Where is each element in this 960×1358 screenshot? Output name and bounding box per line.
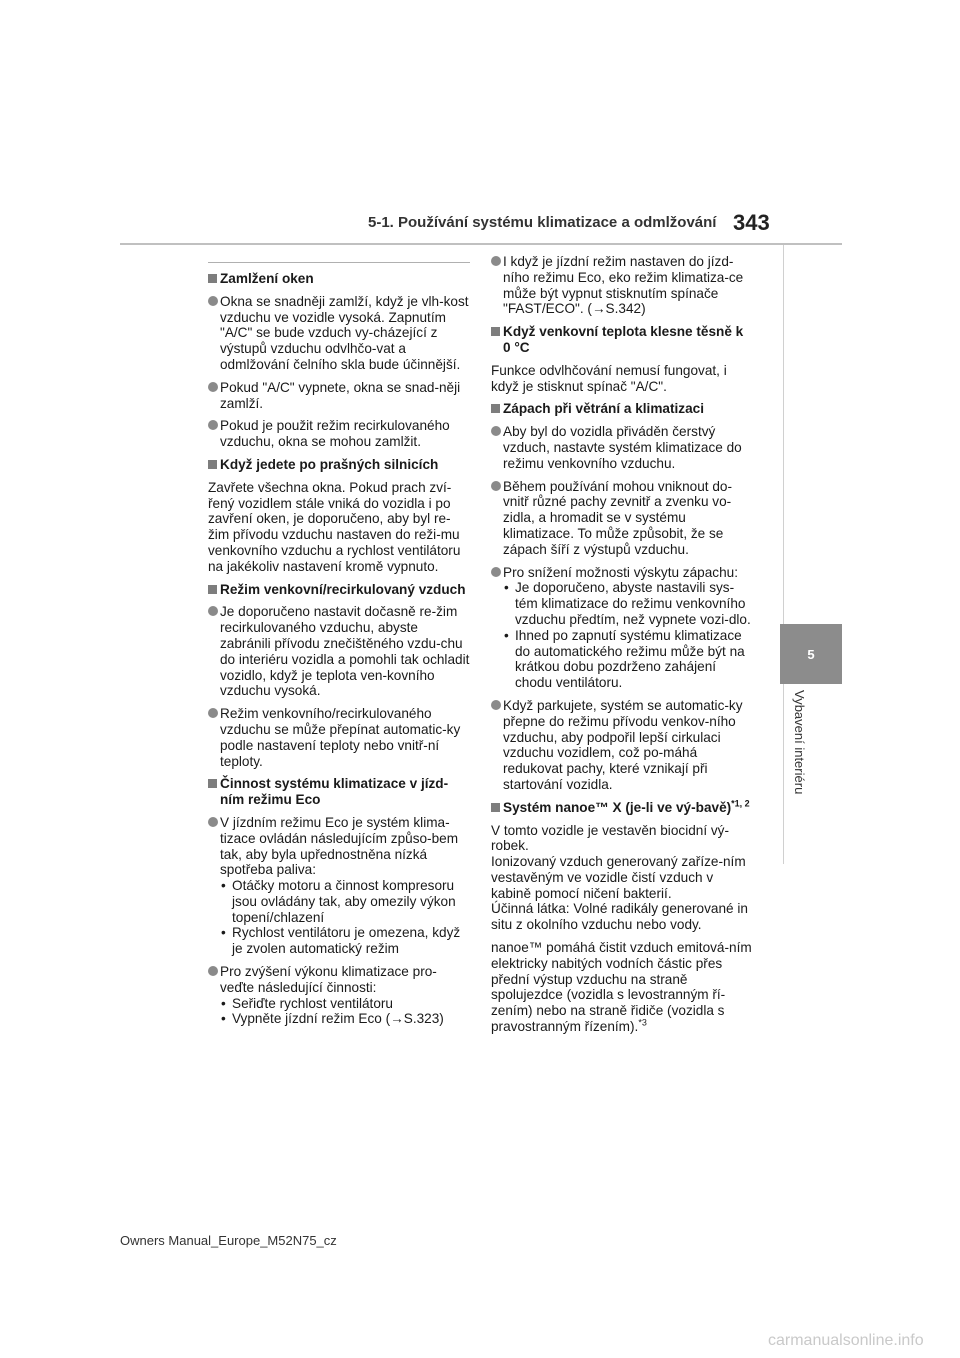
circle-bullet-icon (208, 966, 218, 976)
bullet-text: I když je jízdní režim nastaven do jízd-ního režimu Eco, eko režim klimatiza-ce může být vypnut stisknutím spínače "FAST/ECO". (→S.342) (503, 254, 744, 317)
header-divider (120, 243, 842, 245)
circle-bullet-icon (491, 256, 501, 266)
heading-text: Zápach při větrání a klimatizaci (503, 401, 704, 417)
section-heading (208, 582, 470, 598)
section-heading (491, 401, 753, 417)
footnote-ref: *1, 2 (731, 798, 750, 809)
chapter-title: Vybavení interiéru (792, 690, 807, 795)
bullet-text: Pokud je použit režim recirkulovaného vzduchu, okna se mohou zamlžit. (220, 418, 450, 450)
footer-text: Owners Manual_Europe_M52N75_cz (120, 1233, 337, 1248)
chapter-number: 5 (807, 646, 815, 662)
right-column (491, 254, 753, 1042)
bullet-text: Pokud "A/C" vypnete, okna se snad-něji zamlží. (220, 379, 461, 411)
sub-item: • Seřiďte rychlost ventilátoru (220, 996, 470, 1012)
watermark: carmanualsonline.info (768, 1332, 924, 1349)
bullet-text: Okna se snadněji zamlží, když je vlh-kost vzduchu ve vozidle vysoká. Zapnutím "A/C" se bude vzduch vy-cházející z výstupů vzduchu odvlhčo-vat a odmlžování čelního skla bude účinnější. (220, 293, 469, 372)
bullet-item (208, 604, 470, 699)
bullet-text: Když parkujete, systém se automatic-ky přepne do režimu přívodu venkov-ního vzduchu, aby podpořil lepší cirkulaci vzduchu vozidlem, což po-máhá redukovat pachy, které vznikají při startování vozidla. (503, 697, 743, 792)
footnote-ref: *3 (638, 1017, 647, 1028)
section-heading (208, 776, 470, 808)
section-heading (208, 271, 470, 287)
paragraph: Zavřete všechna okna. Pokud prach zví-řený vozidlem stále vniká do vozidla i po zavření oken, je doporučeno, aby byl re-žim přívodu vzduchu nastaven do reži-mu venkovního vzduchu a rychlost ventilátoru na jakékoliv nastavení kromě vypnuto. (208, 479, 461, 574)
sub-item: • Rychlost ventilátoru je omezena, když je zvolen automatický režim (220, 925, 470, 957)
section-heading (491, 800, 753, 816)
sub-item: • Otáčky motoru a činnost kompresoru jsou ovládány tak, aby omezily výkon topení/chlazení (220, 878, 470, 925)
bullet-text: Pro snížení možnosti výskytu zápachu: (503, 564, 738, 580)
bullet-item (491, 424, 753, 471)
heading-text: Když venkovní teplota klesne těsně k 0 °C (503, 324, 744, 355)
circle-bullet-icon (208, 420, 218, 430)
bullet-text: Režim venkovního/recirkulovaného vzduchu se může přepínat automatic-ky podle nastavení teploty nebo vnitř-ní teploty. (220, 706, 461, 769)
heading-text: Systém nanoe™ X (je-li ve vý-bavě) (503, 799, 732, 815)
square-bullet-icon (208, 460, 217, 469)
bullet-text: V jízdním režimu Eco je systém klima-tizace ovládán následujícím způso-bem tak, aby byla upřednostněna nízká spotřeba paliva: (220, 814, 459, 878)
left-column (208, 262, 470, 1034)
square-bullet-icon (208, 274, 217, 283)
sub-item: • Je doporučeno, abyste nastavili sys-tém klimatizace do režimu venkovního vzduchu předtím, než vypnete vozi-dlo. (503, 580, 753, 627)
paragraph-text: nanoe™ pomáhá čistit vzduch emitová-ním elektricky nabitých vodních částic přes přední výstup vzduchu na straně spolujezdce (vozidla s levostranným ří-zením) nebo na straně řidiče (vozidla s pravostranným řízením). (491, 940, 752, 1035)
bullet-item (208, 294, 470, 373)
side-divider (783, 245, 784, 625)
paragraph: Funkce odvlhčování nemusí fungovat, i když je stisknut spínač "A/C". (491, 362, 727, 394)
heading-text: Když jedete po prašných silnicích (220, 456, 439, 472)
bullet-item (491, 565, 753, 691)
bullet-item (491, 254, 753, 317)
square-bullet-icon (208, 585, 217, 594)
bullet-item (208, 380, 470, 412)
square-bullet-icon (491, 327, 500, 336)
bullet-item (491, 698, 753, 793)
chapter-tab (780, 624, 842, 684)
square-bullet-icon (208, 779, 217, 788)
heading-text: Činnost systému klimatizace v jízd-ním režimu Eco (220, 776, 449, 808)
paragraph: V tomto vozidle je vestavěn biocidní vý-robek. (491, 822, 730, 854)
bullet-item (491, 479, 753, 558)
circle-bullet-icon (208, 382, 218, 392)
circle-bullet-icon (491, 567, 501, 577)
circle-bullet-icon (491, 481, 501, 491)
circle-bullet-icon (208, 708, 218, 718)
paragraph: Účinná látka: Volné radikály generované in situ z okolního vzduchu nebo vody. (491, 901, 748, 933)
bullet-text: Aby byl do vozidla přiváděn čerstvý vzduch, nastavte systém klimatizace do režimu venkovního vzduchu. (503, 424, 742, 471)
bullet-item (208, 815, 470, 957)
sub-item: • Vypněte jízdní režim Eco (→S.323) (220, 1011, 470, 1027)
circle-bullet-icon (208, 606, 218, 616)
page-number: 343 (733, 210, 770, 235)
heading-text: Režim venkovní/recirkulovaný vzduch (220, 581, 466, 597)
paragraph: Ionizovaný vzduch generovaný zaříze-ním vestavěným ve vozidle čistí vzduch v kabině pomocí ničení bakterií. (491, 854, 746, 901)
bullet-text: Je doporučeno nastavit dočasně re-žim recirkulovaného vzduchu, abyste zabránili přívodu znečištěného vzdu-chu do interiéru vozidla a pomohli tak ochladit vozidlo, když je teplota ven-kovního vzduchu vysoká. (220, 604, 470, 699)
paragraph (491, 940, 753, 1035)
bullet-item (208, 706, 470, 769)
bullet-text: Během používání mohou vniknout do-vnitř různé pachy zevnitř a zvenku vo-zidla, a hromadit se v systému klimatizace. To může způsobit, že se zápach šíří z výstupů vzduchu. (503, 478, 732, 557)
circle-bullet-icon (208, 817, 218, 827)
square-bullet-icon (491, 404, 500, 413)
circle-bullet-icon (208, 296, 218, 306)
section-heading (208, 457, 470, 473)
bullet-text: Pro zvýšení výkonu klimatizace pro-veďte následující činnosti: (220, 964, 437, 995)
circle-bullet-icon (491, 426, 501, 436)
square-bullet-icon (491, 803, 500, 812)
sub-item: • Ihned po zapnutí systému klimatizace do automatického režimu může být na krátkou dobu pozdrženo zahájení chodu ventilátoru. (503, 628, 753, 691)
circle-bullet-icon (491, 700, 501, 710)
heading-text: Zamlžení oken (220, 271, 314, 286)
section-heading (491, 324, 753, 356)
bullet-item (208, 418, 470, 450)
bullet-item (208, 964, 470, 1027)
section-title: 5-1. Používání systému klimatizace a odmlžování (368, 214, 717, 231)
